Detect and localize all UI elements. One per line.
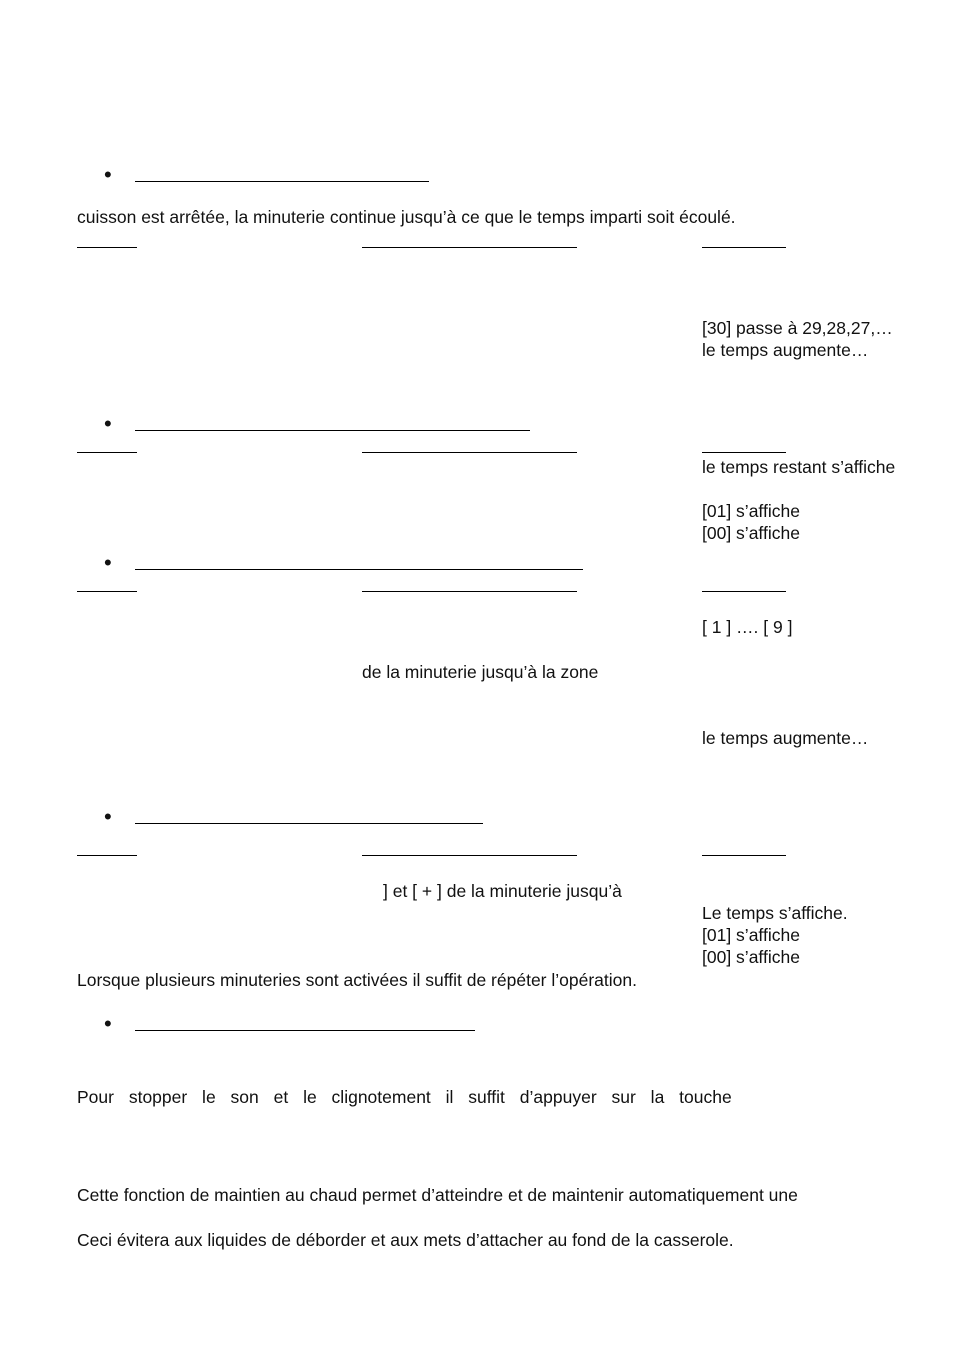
stop-sound-text: Pour stopper le son et le clignotement il suffit d’appuyer sur la touche — [77, 1087, 732, 1107]
timer-zone-text: de la minuterie jusqu’à la zone — [362, 662, 599, 682]
cuisson-stop-text: cuisson est arrêtée, la minuterie continue jusqu’à ce que le temps imparti soit écoulé. — [77, 207, 736, 227]
keep-warm-text: Cette fonction de maintien au chaud permet d’atteindre et de maintenir automatiquement une — [77, 1185, 798, 1205]
column-underline-2b — [362, 452, 577, 453]
time-increases-text-1: le temps augmente… — [702, 340, 869, 360]
column-underline-2a — [77, 452, 137, 453]
heading-underline-4 — [135, 823, 483, 824]
column-underline-3a — [77, 591, 137, 592]
heading-underline-1 — [135, 181, 429, 182]
time-shown-text: Le temps s’affiche. — [702, 903, 848, 923]
bullet-1: • — [104, 162, 112, 187]
display-00-text-b: [00] s’affiche — [702, 947, 800, 967]
bullet-2: • — [104, 411, 112, 436]
display-01-text-b: [01] s’affiche — [702, 925, 800, 945]
column-underline-3b — [362, 591, 577, 592]
multiple-timers-text: Lorsque plusieurs minuteries sont activées il suffit de répéter l’opération. — [77, 970, 637, 990]
column-underline-2c — [702, 452, 786, 453]
column-underline-4c — [702, 855, 786, 856]
heading-underline-3 — [135, 569, 583, 570]
plus-key-timer-text: ] et [ + ] de la minuterie jusqu’à — [383, 881, 622, 901]
display-00-text-a: [00] s’affiche — [702, 523, 800, 543]
column-underline-3c — [702, 591, 786, 592]
column-underline-4a — [77, 855, 137, 856]
remaining-time-text: le temps restant s’affiche — [702, 457, 896, 477]
column-underline-1c — [702, 247, 786, 248]
countdown-text: [30] passe à 29,28,27,… — [702, 318, 893, 338]
column-underline-1a — [77, 247, 137, 248]
column-underline-4b — [362, 855, 577, 856]
range-text: [ 1 ] …. [ 9 ] — [702, 617, 793, 637]
column-underline-1b — [362, 247, 577, 248]
time-increases-text-2: le temps augmente… — [702, 728, 869, 748]
avoid-overflow-text: Ceci évitera aux liquides de déborder et aux mets d’attacher au fond de la casserole. — [77, 1230, 734, 1250]
bullet-4: • — [104, 804, 112, 829]
display-01-text-a: [01] s’affiche — [702, 501, 800, 521]
bullet-3: • — [104, 550, 112, 575]
bullet-5: • — [104, 1011, 112, 1036]
heading-underline-2 — [135, 430, 530, 431]
heading-underline-5 — [135, 1030, 475, 1031]
